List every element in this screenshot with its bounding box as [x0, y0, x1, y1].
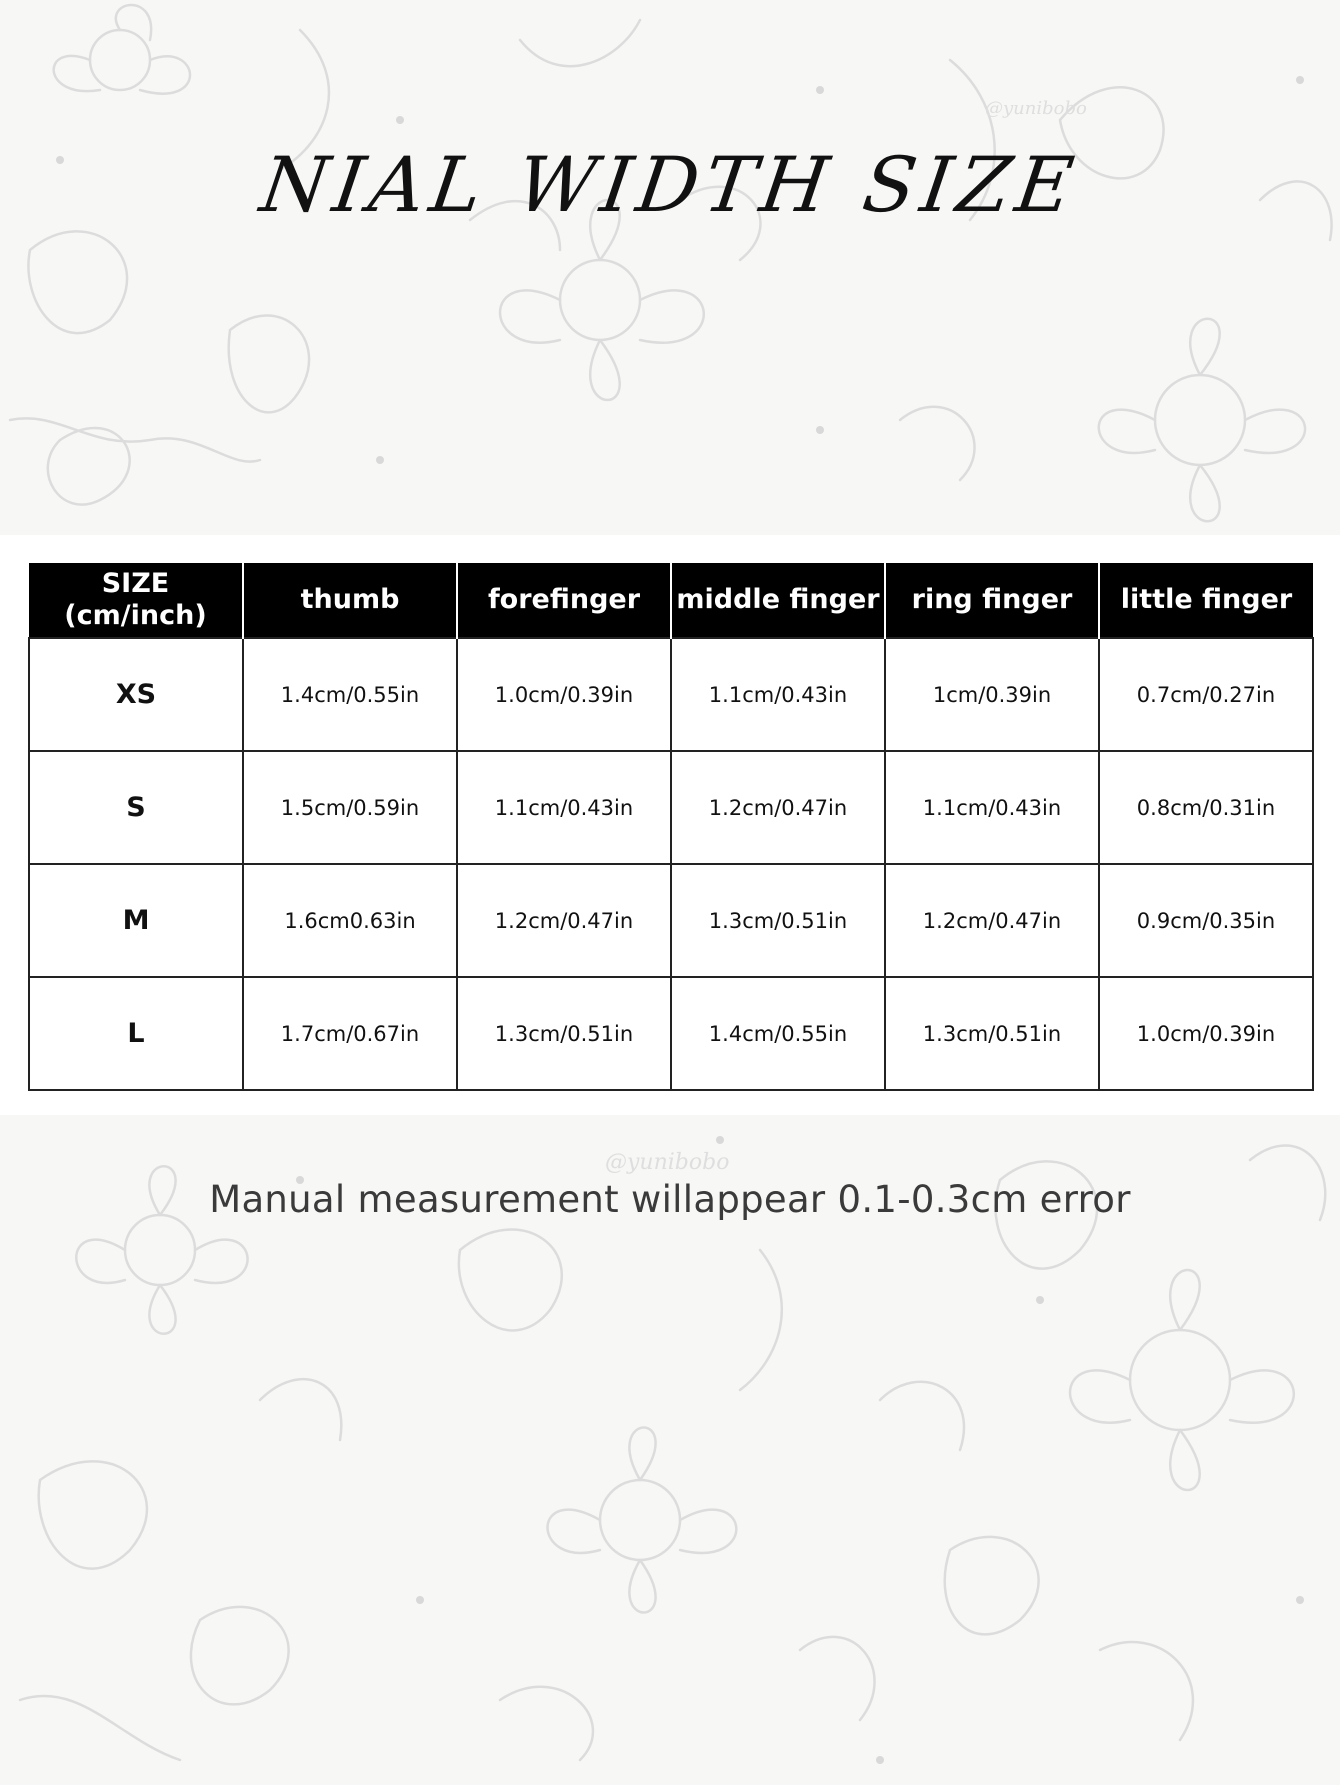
watermark-top: @yunibobo — [985, 98, 1087, 119]
size-label: M — [29, 864, 243, 977]
table-cell: 1.0cm/0.39in — [457, 638, 671, 751]
column-header-forefinger: forefinger — [457, 563, 671, 638]
table-cell: 0.8cm/0.31in — [1099, 751, 1313, 864]
table-cell: 1.7cm/0.67in — [243, 977, 457, 1090]
table-cell: 1.2cm/0.47in — [885, 864, 1099, 977]
table-cell: 1.3cm/0.51in — [671, 864, 885, 977]
table-row — [29, 864, 1313, 977]
table-cell: 1.4cm/0.55in — [671, 977, 885, 1090]
table-cell: 1.2cm/0.47in — [457, 864, 671, 977]
column-header-ring-finger: ring finger — [885, 563, 1099, 638]
table-cell: 0.7cm/0.27in — [1099, 638, 1313, 751]
table-cell: 1.3cm/0.51in — [457, 977, 671, 1090]
size-label: XS — [29, 638, 243, 751]
size-table — [28, 563, 1314, 1091]
table-cell: 1.1cm/0.43in — [457, 751, 671, 864]
size-label: S — [29, 751, 243, 864]
table-cell: 1.0cm/0.39in — [1099, 977, 1313, 1090]
table-row — [29, 977, 1313, 1090]
size-label: L — [29, 977, 243, 1090]
column-header-thumb: thumb — [243, 563, 457, 638]
table-row — [29, 751, 1313, 864]
table-cell: 1cm/0.39in — [885, 638, 1099, 751]
table-cell: 1.3cm/0.51in — [885, 977, 1099, 1090]
table-header-row — [29, 563, 1313, 638]
table-cell: 1.1cm/0.43in — [671, 638, 885, 751]
table-cell: 1.1cm/0.43in — [885, 751, 1099, 864]
column-header-size: SIZE (cm/inch) — [29, 563, 243, 638]
watermark-bottom: @yunibobo — [605, 1150, 730, 1175]
column-header-middle-finger: middle finger — [671, 563, 885, 638]
table-cell: 1.5cm/0.59in — [243, 751, 457, 864]
table-cell: 1.6cm0.63in — [243, 864, 457, 977]
page-title: NIAL WIDTH SIZE — [255, 140, 1085, 229]
column-header-little-finger: little finger — [1099, 563, 1313, 638]
measurement-note: Manual measurement willappear 0.1-0.3cm error — [209, 1178, 1131, 1221]
table-cell: 1.2cm/0.47in — [671, 751, 885, 864]
table-cell: 0.9cm/0.35in — [1099, 864, 1313, 977]
table-cell: 1.4cm/0.55in — [243, 638, 457, 751]
table-row — [29, 638, 1313, 751]
